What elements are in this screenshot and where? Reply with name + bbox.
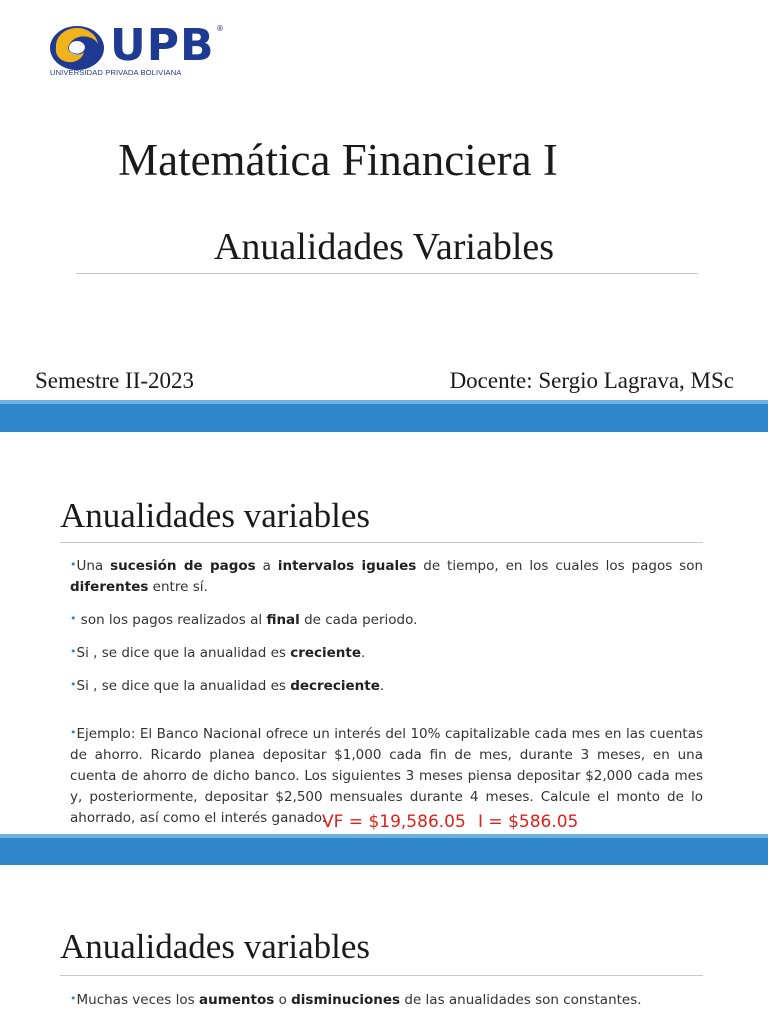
slide-separator-band — [0, 400, 768, 432]
bullet-decreasing: •Si , se dice que la anualidad es decreciente. — [70, 678, 385, 694]
slide-2 — [0, 432, 768, 834]
slide-3-heading: Anualidades variables — [60, 927, 371, 966]
answer-interest: I = $586.05 — [478, 812, 579, 832]
course-title: Matemática Financiera I — [118, 135, 558, 185]
logo-registered: ® — [216, 24, 224, 33]
teacher-label: Docente: Sergio Lagrava, MSc — [449, 368, 734, 393]
bullet-icon: • — [70, 992, 77, 1005]
bullet-icon: • — [70, 645, 77, 658]
logo-subtitle: UNIVERSIDAD PRIVADA BOLIVIANA — [50, 68, 182, 77]
title-divider — [76, 273, 698, 274]
slide-1 — [0, 0, 768, 400]
bullet-example: •Ejemplo: El Banco Nacional ofrece un interés del 10% capitalizable cada mes en las cuentas de ahorro. Ricardo planea depositar $1,000 cada fin de mes, durante 3 meses, en una cuenta de ahorro de dicho banco. Los siguientes 3 meses piensa depositar $2,000 cada mes y, posteriormente, depositar $2,500 mensuales durante 4 meses. Calcule el monto de lo ahorrado, así como el interés ganado. — [70, 726, 703, 826]
semester-label: Semestre II-2023 — [35, 368, 195, 393]
upb-logo — [48, 20, 238, 82]
bullet-definition: •Una sucesión de pagos a intervalos iguales de tiempo, en los cuales los pagos son diferentes entre sí. — [70, 558, 704, 595]
bullet-final-payments: • son los pagos realizados al final de cada periodo. — [70, 612, 418, 628]
slide-3-heading-rule — [60, 975, 703, 976]
logo-mark: UPB — [110, 20, 215, 71]
upb-swirl-icon — [48, 24, 106, 72]
bullet-icon: • — [70, 726, 77, 739]
answer-future-value: VF = $19,586.05 — [322, 812, 466, 832]
topic-title: Anualidades Variables — [213, 226, 555, 268]
slide-2-heading: Anualidades variables — [60, 496, 371, 535]
bullet-constant-changes: •Muchas veces los aumentos o disminuciones de las anualidades son constantes. — [70, 992, 642, 1008]
bullet-icon: • — [70, 612, 77, 625]
slide-separator-band — [0, 834, 768, 865]
bullet-increasing: •Si , se dice que la anualidad es creciente. — [70, 645, 366, 661]
slide-2-heading-rule — [60, 542, 703, 543]
bullet-icon: • — [70, 558, 77, 571]
bullet-icon: • — [70, 678, 77, 691]
slide-3 — [0, 865, 768, 1024]
